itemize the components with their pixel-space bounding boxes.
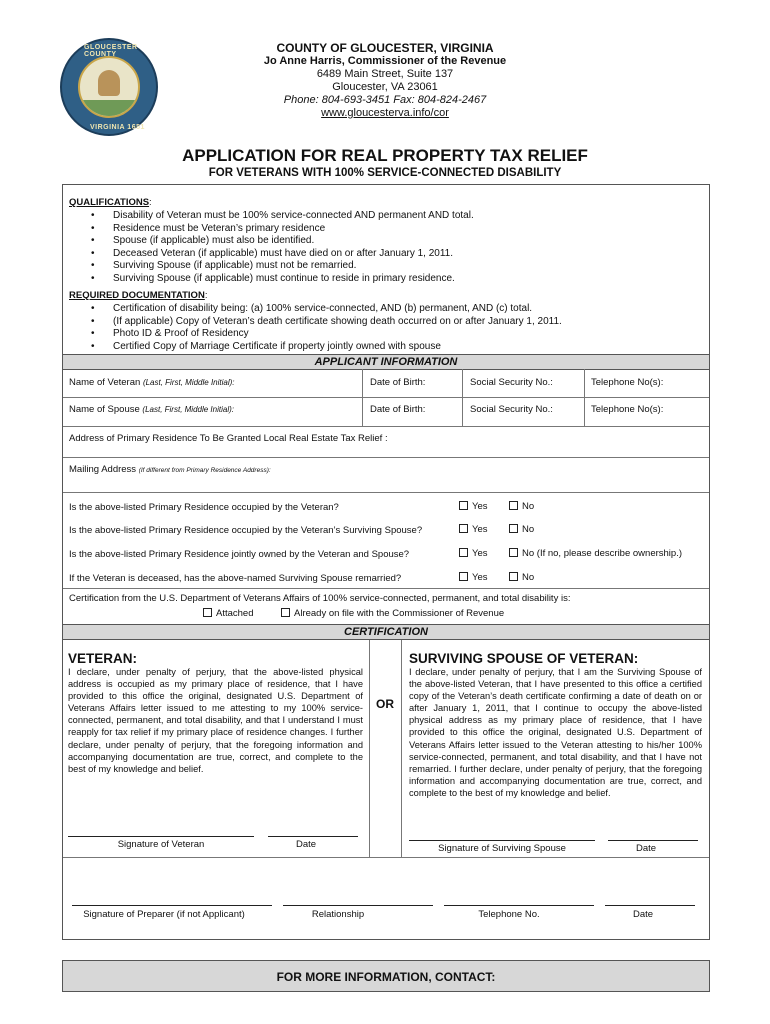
divider (401, 640, 402, 857)
form-title: APPLICATION FOR REAL PROPERTY TAX RELIEF (182, 146, 588, 165)
attached-checkbox[interactable]: Attached (203, 608, 254, 619)
divider (63, 426, 709, 427)
va-certification-text: Certification from the U.S. Department of Veterans Affairs of 100% service-connected, permanent, and total disability is: (69, 593, 571, 604)
divider (63, 588, 709, 589)
divider (63, 397, 709, 398)
spouse-date-label: Date (635, 843, 657, 854)
spouse-ssn-field[interactable]: Social Security No.: (470, 404, 553, 415)
relationship-line[interactable] (283, 905, 433, 906)
county-seal (60, 38, 158, 136)
form-subtitle: FOR VETERANS WITH 100% SERVICE-CONNECTED DISABILITY (208, 167, 562, 179)
list-item: • (If applicable) Copy of Veteran’s death certificate showing death occurred on or after January 1, 2011. (69, 316, 699, 329)
no-checkbox[interactable]: No (509, 524, 534, 535)
spouse-dob-field[interactable]: Date of Birth: (370, 404, 426, 415)
question-occupied-veteran: Is the above-listed Primary Residence occupied by the Veteran? (69, 502, 339, 513)
contact-box: FOR MORE INFORMATION, CONTACT: (62, 960, 710, 992)
relationship-label: Relationship (311, 909, 365, 920)
commissioner-name: Jo Anne Harris, Commissioner of the Revenue (263, 55, 507, 67)
veteran-ssn-field[interactable]: Social Security No.: (470, 377, 553, 388)
yes-checkbox[interactable]: Yes (459, 572, 488, 583)
list-item: • Surviving Spouse (if applicable) must not be remarried. (69, 260, 689, 273)
seal-ground (80, 100, 138, 116)
divider (63, 457, 709, 458)
or-label: OR (376, 697, 394, 711)
veteran-phone-field[interactable]: Telephone No(s): (591, 377, 664, 388)
certification-band: CERTIFICATION (63, 624, 709, 640)
city-address: Gloucester, VA 23061 (332, 81, 438, 93)
divider (362, 369, 363, 426)
applicant-information-band: APPLICANT INFORMATION (63, 354, 709, 370)
telephone-label: Telephone No. (478, 909, 540, 920)
yes-checkbox[interactable]: Yes (459, 548, 488, 559)
primary-residence-field[interactable]: Address of Primary Residence To Be Granted Local Real Estate Tax Relief : (69, 433, 388, 444)
seal-top-text: GLOUCESTER COUNTY (84, 44, 138, 58)
street-address: 6489 Main Street, Suite 137 (316, 68, 454, 80)
yes-checkbox[interactable]: Yes (459, 501, 488, 512)
question-jointly-owned: Is the above-listed Primary Residence jointly owned by the Veteran and Spouse? (69, 549, 410, 560)
seal-bottom-text: VIRGINIA 1651 (90, 124, 145, 131)
preparer-signature-label: Signature of Preparer (if not Applicant) (83, 909, 245, 920)
phone-fax: Phone: 804-693-3451 Fax: 804-824-2467 (283, 94, 487, 106)
on-file-checkbox[interactable]: Already on file with the Commissioner of Revenue (281, 608, 504, 619)
veteran-declaration: I declare, under penalty of perjury, that the above-listed physical address is occupied as my primary place of residence, that I have provided to this office the original, designated U.S. Department of Veterans Affairs letter issued to me attesting to my 100% service-connected, permanent, and total disability, and that I understand I must reapply for tax relief if my primary place of residence changes. I further declare, under penalty of perjury, that the foregoing information and accompanying documentation are true, correct, and complete to the best of my knowledge and belief. (68, 667, 363, 774)
list-item: • Residence must be Veteran’s primary residence (69, 223, 689, 236)
no-checkbox[interactable]: No (If no, please describe ownership.) (509, 548, 682, 559)
divider (369, 640, 370, 857)
list-item: • Certification of disability being: (a) 100% service-connected, AND (b) permanent, AND (c) total. (69, 303, 699, 316)
spouse-declaration: I declare, under penalty of perjury, that I am the Surviving Spouse of the above-listed Veteran, that I have presented to this office a certified copy of the Veteran’s death certificate confirming a date of death on or after January 1, 2011, that I continue to occupy the above-listed physical address as my primary place of residence, that I have provided to this office the original, designated U.S. Department of Veterans Affairs letter issued to the Veteran attesting to his/her 100% service-connected, permanent, and total disability, and that I have not remarried. I further declare, under penalty of perjury, that the foregoing information and accompanying documentation are true, correct, and complete to the best of my knowledge and belief. (409, 667, 702, 798)
beehive-icon (98, 70, 120, 96)
spouse-date-line[interactable] (608, 840, 698, 841)
spouse-signature-line[interactable] (409, 840, 595, 841)
question-occupied-spouse: Is the above-listed Primary Residence occupied by the Veteran’s Surviving Spouse? (69, 525, 423, 536)
mailing-address-field[interactable]: Mailing Address (If different from Primary Residence Address): (69, 464, 271, 475)
veteran-name-field[interactable]: Name of Veteran (Last, First, Middle Initial): (69, 377, 235, 388)
documentation-section: REQUIRED DOCUMENTATION: • Certification of disability being: (a) 100% service-connected, AND (b) permanent, AND (c) total. • (If applicable) Copy of Veteran’s death certificate showing death occurred on or after January 1, 2011. • Photo ID & Proof of Residency • Certified Copy of Marriage Certificate if property jointly owned with spouse (69, 285, 699, 353)
qualifications-section: QUALIFICATIONS: • Disability of Veteran must be 100% service-connected AND permanent AND total. • Residence must be Veteran’s primary residence • Spouse (if applicable) must also be identified. • Deceased Veteran (if applicable) must have died on or after January 1, 2011. • Surviving Spouse (if applicable) must not be remarried. • Surviving Spouse (if applicable) must continue to reside in primary residence. (69, 192, 689, 285)
divider (63, 857, 709, 858)
no-checkbox[interactable]: No (509, 572, 534, 583)
preparer-date-line[interactable] (605, 905, 695, 906)
spouse-signature-label: Signature of Surviving Spouse (438, 843, 566, 854)
website-link[interactable]: www.gloucesterva.info/cor (321, 107, 449, 119)
veteran-date-label: Date (295, 839, 317, 850)
veteran-signature-label: Signature of Veteran (117, 839, 205, 850)
question-remarried: If the Veteran is deceased, has the above-named Surviving Spouse remarried? (69, 573, 402, 584)
yes-checkbox[interactable]: Yes (459, 524, 488, 535)
veteran-heading: VETERAN: (68, 651, 138, 666)
veteran-date-line[interactable] (268, 836, 358, 837)
list-item: • Spouse (if applicable) must also be identified. (69, 235, 689, 248)
veteran-dob-field[interactable]: Date of Birth: (370, 377, 426, 388)
letterhead (180, 42, 590, 120)
list-item: • Photo ID & Proof of Residency (69, 328, 699, 341)
telephone-line[interactable] (444, 905, 594, 906)
spouse-phone-field[interactable]: Telephone No(s): (591, 404, 664, 415)
divider (462, 369, 463, 426)
seal-emblem (78, 56, 140, 118)
qualifications-list (69, 210, 689, 285)
preparer-signature-line[interactable] (72, 905, 272, 906)
list-item: • Disability of Veteran must be 100% service-connected AND permanent AND total. (69, 210, 689, 223)
veteran-signature-line[interactable] (68, 836, 254, 837)
list-item: • Deceased Veteran (if applicable) must have died on or after January 1, 2011. (69, 248, 689, 261)
qualifications-label: QUALIFICATIONS (69, 197, 150, 208)
spouse-name-field[interactable]: Name of Spouse (Last, First, Middle Initial): (69, 404, 234, 415)
documentation-list (69, 303, 699, 353)
spouse-heading: SURVIVING SPOUSE OF VETERAN: (409, 651, 639, 666)
divider (584, 369, 585, 426)
list-item: • Certified Copy of Marriage Certificate if property jointly owned with spouse (69, 341, 699, 354)
documentation-label: REQUIRED DOCUMENTATION (69, 290, 205, 301)
preparer-date-label: Date (632, 909, 654, 920)
county-name: COUNTY OF GLOUCESTER, VIRGINIA (276, 41, 494, 55)
divider (63, 492, 709, 493)
list-item: • Surviving Spouse (if applicable) must continue to reside in primary residence. (69, 273, 689, 286)
no-checkbox[interactable]: No (509, 501, 534, 512)
